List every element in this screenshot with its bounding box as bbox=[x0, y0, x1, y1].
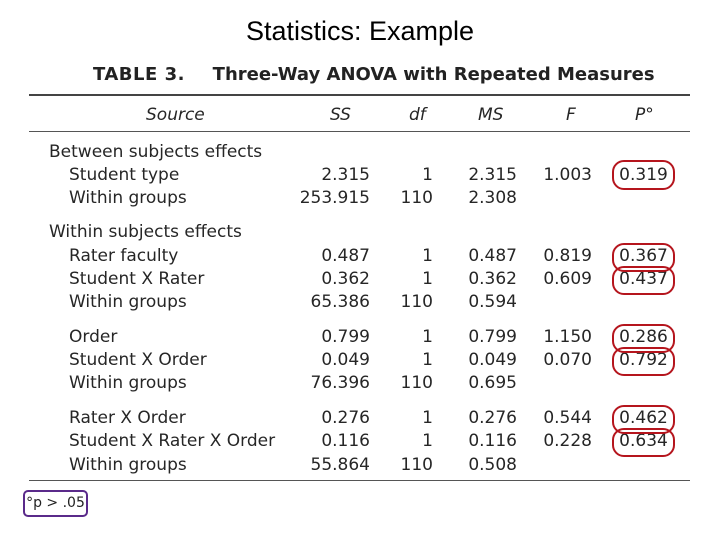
row-ss-cell: 0.487 bbox=[321, 246, 370, 266]
footnote: °p > .05 bbox=[23, 490, 88, 517]
row-df-cell: 1 bbox=[422, 246, 433, 266]
row-ms-cell: 0.799 bbox=[468, 327, 517, 347]
row-source-cell: Within groups bbox=[69, 373, 187, 393]
row-ss-cell: 0.362 bbox=[321, 269, 370, 289]
row-f-cell: 0.819 bbox=[543, 246, 592, 266]
header-p: P° bbox=[635, 105, 654, 125]
row-source-cell: Student X Rater X Order bbox=[69, 431, 276, 451]
row-df-cell: 110 bbox=[400, 455, 433, 475]
row-source-cell: Order bbox=[69, 327, 118, 347]
row-df-cell: 1 bbox=[422, 327, 433, 347]
header-source: Source bbox=[146, 105, 205, 125]
row-df-cell: 1 bbox=[422, 269, 433, 289]
row-p-cell: 0.634 bbox=[619, 431, 668, 451]
row-source-cell: Within groups bbox=[69, 188, 187, 208]
section-between-subjects: Between subjects effects bbox=[49, 142, 263, 162]
row-f-cell: 1.150 bbox=[543, 327, 592, 347]
row-p-cell: 0.792 bbox=[619, 350, 668, 370]
row-ms-cell: 0.049 bbox=[468, 350, 517, 370]
p-value-highlight bbox=[612, 266, 675, 295]
row-df-cell: 1 bbox=[422, 431, 433, 451]
row-df-cell: 1 bbox=[422, 408, 433, 428]
row-source-cell: Student type bbox=[69, 165, 180, 185]
header-ss: SS bbox=[330, 105, 351, 125]
row-f-cell: 0.609 bbox=[543, 269, 592, 289]
row-p-cell: 0.286 bbox=[619, 327, 668, 347]
row-ss-cell: 0.276 bbox=[321, 408, 370, 428]
slide-title: Statistics: Example bbox=[245, 16, 475, 46]
row-ss-cell: 2.315 bbox=[321, 165, 370, 185]
row-ms-cell: 2.315 bbox=[468, 165, 517, 185]
row-ss-cell: 0.049 bbox=[321, 350, 370, 370]
row-df-cell: 1 bbox=[422, 350, 433, 370]
header-ms: MS bbox=[478, 105, 504, 125]
table-heading bbox=[93, 64, 655, 85]
header-f: F bbox=[566, 105, 576, 125]
p-value-highlight bbox=[612, 160, 675, 190]
row-source-cell: Rater faculty bbox=[69, 246, 179, 266]
row-ss-cell: 65.386 bbox=[310, 292, 370, 312]
row-source-cell: Student X Rater bbox=[69, 269, 205, 289]
row-df-cell: 110 bbox=[400, 188, 433, 208]
row-ms-cell: 0.508 bbox=[468, 455, 517, 475]
row-source-cell: Within groups bbox=[69, 455, 187, 475]
table-top-rule bbox=[29, 94, 690, 96]
table-bottom-rule bbox=[29, 480, 690, 481]
row-p-cell: 0.462 bbox=[619, 408, 668, 428]
header-rule bbox=[29, 131, 690, 132]
row-f-cell: 0.544 bbox=[543, 408, 592, 428]
row-source-cell: Student X Order bbox=[69, 350, 207, 370]
p-value-highlight bbox=[612, 347, 675, 376]
row-f-cell: 1.003 bbox=[543, 165, 592, 185]
row-ss-cell: 76.396 bbox=[310, 373, 370, 393]
row-df-cell: 110 bbox=[400, 373, 433, 393]
row-ss-cell: 55.864 bbox=[310, 455, 370, 475]
row-source-cell: Rater X Order bbox=[69, 408, 186, 428]
row-df-cell: 110 bbox=[400, 292, 433, 312]
p-value-highlight bbox=[612, 428, 675, 457]
row-p-cell: 0.367 bbox=[619, 246, 668, 266]
section-within-subjects: Within subjects effects bbox=[49, 222, 242, 242]
row-ss-cell: 253.915 bbox=[299, 188, 370, 208]
row-ms-cell: 0.594 bbox=[468, 292, 517, 312]
table-caption: Three-Way ANOVA with Repeated Measures bbox=[212, 64, 655, 85]
table-label: TABLE 3. bbox=[93, 64, 185, 85]
row-ms-cell: 0.695 bbox=[468, 373, 517, 393]
row-p-cell: 0.319 bbox=[619, 165, 668, 185]
row-source-cell: Within groups bbox=[69, 292, 187, 312]
row-f-cell: 0.070 bbox=[543, 350, 592, 370]
row-f-cell: 0.228 bbox=[543, 431, 592, 451]
row-ms-cell: 0.362 bbox=[468, 269, 517, 289]
row-df-cell: 1 bbox=[422, 165, 433, 185]
row-ms-cell: 0.487 bbox=[468, 246, 517, 266]
header-df: df bbox=[409, 105, 426, 125]
row-ms-cell: 0.116 bbox=[468, 431, 517, 451]
row-ms-cell: 0.276 bbox=[468, 408, 517, 428]
row-p-cell: 0.437 bbox=[619, 269, 668, 289]
row-ss-cell: 0.116 bbox=[321, 431, 370, 451]
row-ss-cell: 0.799 bbox=[321, 327, 370, 347]
row-ms-cell: 2.308 bbox=[468, 188, 517, 208]
